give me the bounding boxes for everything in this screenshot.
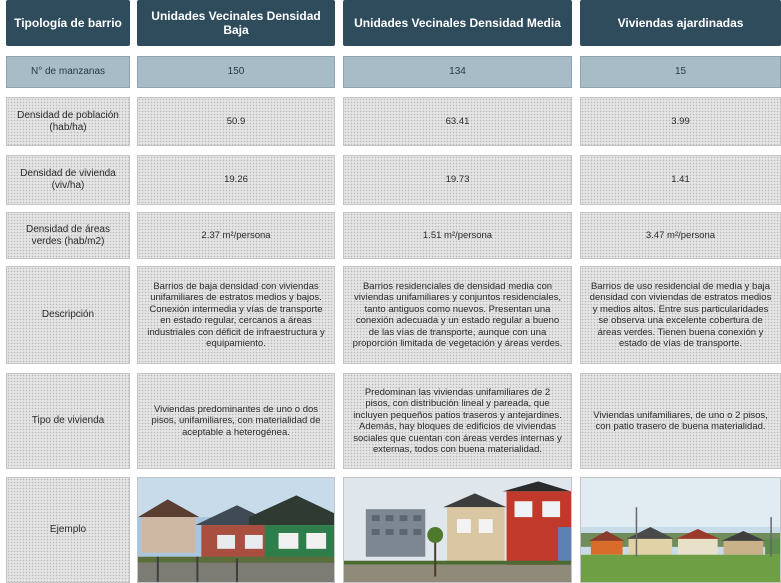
housing-density-low: 19.26 — [137, 155, 335, 205]
houses-low-density-image — [138, 477, 334, 583]
green-area-garden: 3.47 m²/persona — [580, 212, 781, 259]
green-area-low: 2.37 m²/persona — [137, 212, 335, 259]
population-density-low: 50.9 — [137, 97, 335, 146]
population-density-medium: 63.41 — [343, 97, 572, 146]
blocks-medium-density: 134 — [343, 56, 572, 88]
garden-homes-image — [581, 477, 780, 583]
row-label-green-area-density: Densidad de áreas verdes (hab/m2) — [6, 212, 130, 259]
header-low-density: Unidades Vecinales Densidad Baja — [137, 0, 335, 46]
row-label-population-density: Densidad de población (hab/ha) — [6, 97, 130, 146]
example-photo-low-density — [137, 477, 335, 583]
row-label-example: Ejemplo — [6, 477, 130, 583]
header-medium-density: Unidades Vecinales Densidad Media — [343, 0, 572, 46]
housing-type-medium-density: Predominan las viviendas unifamiliares de 2 pisos, con distribución lineal y pareada, que incluyen pequeños patios traseros y antejardines. Además, hay bloques de edificios de viviendas sociales que cuentan con áreas verdes internas y externas, todos con buena materialidad. — [343, 373, 572, 469]
example-photo-garden-homes — [580, 477, 781, 583]
green-area-medium: 1.51 m²/persona — [343, 212, 572, 259]
blocks-low-density: 150 — [137, 56, 335, 88]
houses-medium-density-image — [344, 477, 571, 583]
blocks-garden-homes: 15 — [580, 56, 781, 88]
header-garden-homes: Viviendas ajardinadas — [580, 0, 781, 46]
row-label-blocks: N° de manzanas — [6, 56, 130, 88]
population-density-garden: 3.99 — [580, 97, 781, 146]
description-medium-density: Barrios residenciales de densidad media con viviendas unifamiliares y conjuntos residenciales, tanto antiguos como nuevos. Presentan una conexión adecuada y un estado regular a bueno de las vías de transporte, aunque con una proporción limitada de vegetación y áreas verdes. — [343, 266, 572, 364]
housing-density-garden: 1.41 — [580, 155, 781, 205]
housing-density-medium: 19.73 — [343, 155, 572, 205]
header-typology: Tipología de barrio — [6, 0, 130, 46]
example-photo-medium-density — [343, 477, 572, 583]
housing-type-garden-homes: Viviendas unifamiliares, de uno o 2 pisos, con patio trasero de buena materialidad. — [580, 373, 781, 469]
row-label-housing-density: Densidad de vivienda (viv/ha) — [6, 155, 130, 205]
description-low-density: Barrios de baja densidad con viviendas unifamiliares de estratos medios y bajos. Conexión intermedia y vías de transporte en estado regular, cercanos a áreas industriales con déficit de infraestructura y equipamiento. — [137, 266, 335, 364]
housing-type-low-density: Viviendas predominantes de uno o dos pisos, unifamiliares, con materialidad de aceptable a heterogénea. — [137, 373, 335, 469]
row-label-description: Descripción — [6, 266, 130, 364]
row-label-housing-type: Tipo de vivienda — [6, 373, 130, 469]
description-garden-homes: Barrios de uso residencial de media y baja densidad con viviendas de estratos medios y medios altos. Entre sus particularidades se observa una excelente cobertura de áreas verdes. Tienen buena conexión y estado de vías de transporte. — [580, 266, 781, 364]
